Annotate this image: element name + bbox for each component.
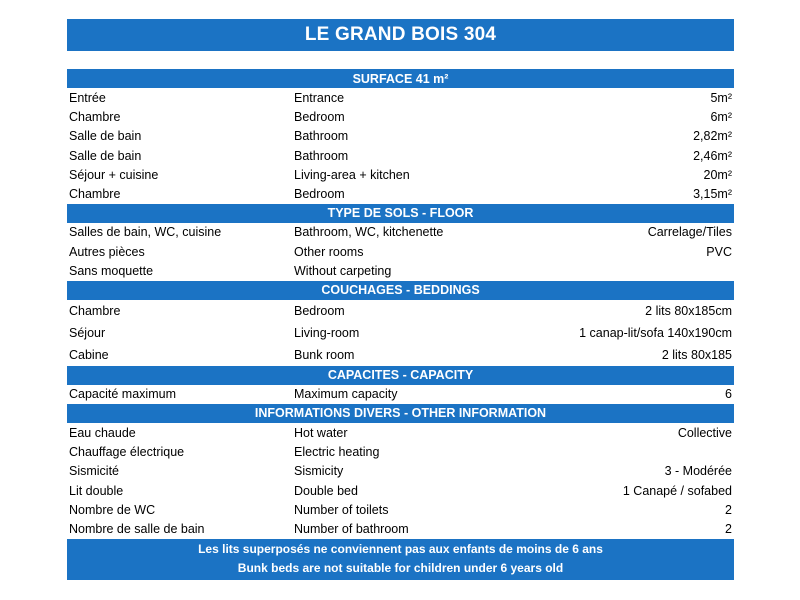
row-value: 2 lits 80x185 [661, 347, 732, 362]
table-row [67, 88, 734, 107]
row-label-en: Without carpeting [294, 264, 392, 279]
table-row [67, 344, 734, 366]
table-row [67, 165, 734, 184]
row-label-en: Entrance [294, 90, 345, 105]
row-label-en: Bedroom [294, 109, 345, 124]
table-row [67, 300, 734, 322]
table-row [67, 423, 734, 442]
row-value: PVC [706, 244, 732, 259]
row-label-fr: Salle de bain [69, 129, 142, 144]
row-label-fr: Chambre [69, 303, 121, 318]
row-label-en: Sismicity [294, 464, 344, 479]
warning-line-fr: Les lits superposés ne conviennent pas aux enfants de moins de 6 ans [198, 541, 603, 556]
table-row [67, 146, 734, 165]
row-label-fr: Nombre de WC [69, 502, 156, 517]
row-label-fr: Sans moquette [69, 264, 154, 279]
capacity-header-label: CAPACITES - CAPACITY [327, 368, 474, 383]
row-value: 2 [725, 522, 732, 537]
bunk-bed-warning [67, 539, 734, 580]
row-label-fr: Séjour [69, 325, 106, 340]
table-row [67, 223, 734, 242]
row-label-en: Other rooms [294, 244, 364, 259]
row-label-en: Bedroom [294, 303, 345, 318]
row-label-fr: Cabine [69, 347, 109, 362]
table-row [67, 442, 734, 461]
row-value: 2 [725, 502, 732, 517]
row-label-en: Number of bathroom [294, 522, 409, 537]
row-label-en: Living-room [294, 325, 360, 340]
row-label-en: Bedroom [294, 187, 345, 202]
row-label-en: Living-area + kitchen [294, 167, 410, 182]
table-row [67, 242, 734, 261]
section-header-floor [67, 204, 734, 223]
row-label-fr: Capacité maximum [69, 387, 176, 402]
row-label-fr: Sismicité [69, 464, 120, 479]
row-label-fr: Chambre [69, 109, 121, 124]
page-title: LE GRAND BOIS 304 [67, 19, 734, 51]
row-label-fr: Séjour + cuisine [69, 167, 159, 182]
row-label-en: Number of toilets [294, 502, 389, 517]
row-label-en: Bathroom [294, 129, 349, 144]
row-label-fr: Eau chaude [69, 425, 136, 440]
warning-line-en: Bunk beds are not suitable for children under 6 years old [237, 560, 564, 575]
surface-header-label: SURFACE 41 m² [352, 71, 449, 86]
row-label-fr: Salle de bain [69, 148, 142, 163]
floor-header-label: TYPE DE SOLS - FLOOR [327, 206, 474, 221]
row-label-fr: Lit double [69, 483, 124, 498]
row-label-fr: Autres pièces [69, 244, 145, 259]
section-header-beddings [67, 281, 734, 300]
table-row [67, 385, 734, 404]
table-row [67, 500, 734, 519]
other-header-label: INFORMATIONS DIVERS - OTHER INFORMATION [254, 406, 547, 421]
beddings-header-label: COUCHAGES - BEDDINGS [321, 283, 480, 298]
property-sheet [67, 19, 734, 580]
row-label-en: Bathroom [294, 148, 349, 163]
row-value: 3 - Modérée [664, 464, 732, 479]
row-value: 2 lits 80x185cm [645, 303, 732, 318]
row-value: 2,46m² [693, 148, 732, 163]
row-label-en: Maximum capacity [294, 387, 398, 402]
row-value: 6 [725, 387, 732, 402]
table-row [67, 462, 734, 481]
row-value: 2,82m² [693, 129, 732, 144]
table-row [67, 107, 734, 126]
section-header-capacity [67, 366, 734, 385]
row-value: 1 Canapé / sofabed [622, 483, 732, 498]
row-label-en: Bunk room [294, 347, 355, 362]
row-label-en: Bathroom, WC, kitchenette [294, 225, 444, 240]
row-label-fr: Salles de bain, WC, cuisine [69, 225, 222, 240]
row-value: Carrelage/Tiles [647, 225, 732, 240]
row-label-en: Electric heating [294, 444, 380, 459]
table-row [67, 261, 734, 280]
row-value: 3,15m² [693, 187, 732, 202]
row-label-fr: Entrée [69, 90, 106, 105]
row-label-fr: Chambre [69, 187, 121, 202]
table-row [67, 322, 734, 344]
row-label-en: Double bed [294, 483, 358, 498]
row-label-fr: Nombre de salle de bain [69, 522, 205, 537]
section-header-other [67, 404, 734, 423]
row-value: 20m² [703, 167, 732, 182]
table-row [67, 481, 734, 500]
row-label-en: Hot water [294, 425, 348, 440]
table-row [67, 127, 734, 146]
table-row [67, 519, 734, 538]
row-value: 5m² [710, 90, 732, 105]
row-value: 6m² [710, 109, 732, 124]
section-header-surface [67, 69, 734, 88]
row-value: Collective [677, 425, 732, 440]
row-label-fr: Chauffage électrique [69, 444, 185, 459]
row-value: 1 canap-lit/sofa 140x190cm [579, 325, 732, 340]
table-row [67, 184, 734, 203]
